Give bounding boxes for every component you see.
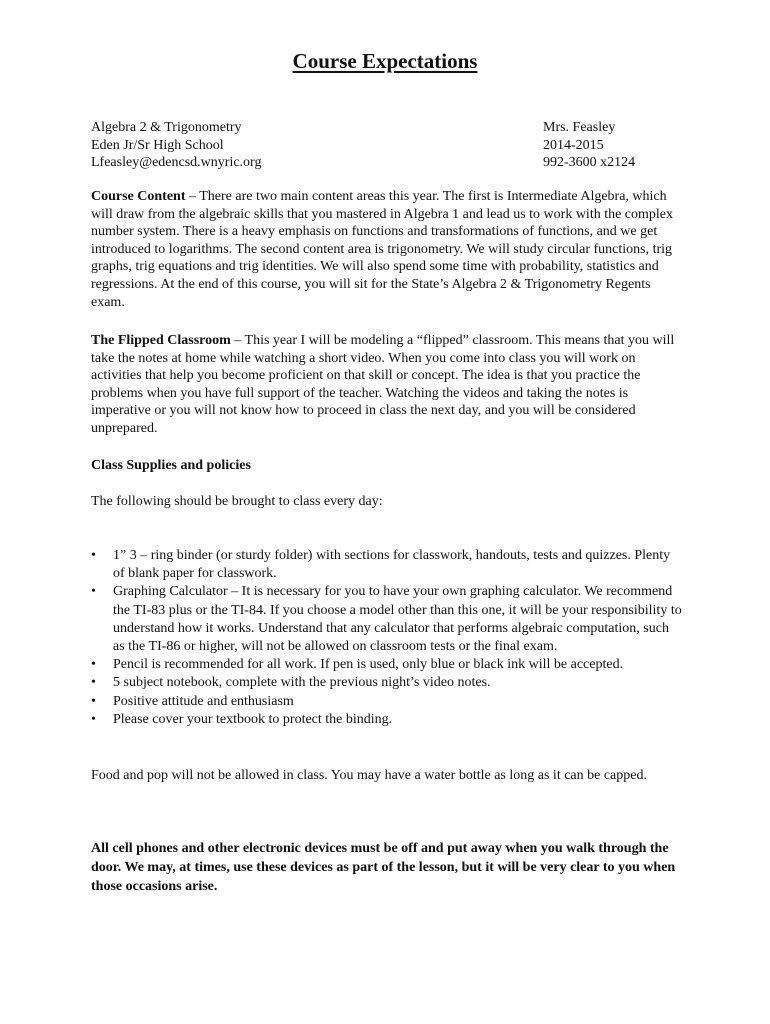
supply-calculator: Graphing Calculator – It is necessary for you to have your own graphing calculator. We recommend the TI-83 plus or the TI-84. If you choose a model other than this one, it will be your responsibility to understand how it works. Understand that any calculator that performs algebraic computation, such as the TI-86 or higher, will not be allowed on classroom tests or the final exam. bbox=[113, 584, 682, 655]
flipped-classroom-paragraph bbox=[91, 332, 683, 438]
course-content-text: – There are two main content areas this year. The first is Intermediate Algebra, which will draw from the algebraic skills that you mastered in Algebra 1 and lead us to work with the complex number system. There is a heavy emphasis on functions and transformations of functions, and we get introduced to logarithms. The second content area is trigonometry. We will study circular functions, trig graphs, trig equations and trig identities. We will also spend some time with probability, statistics and regressions. At the end of this course, you will sit for the State’s Algebra 2 & Trigonometry Regents exam. bbox=[91, 189, 674, 310]
teacher-name: Mrs. Feasley bbox=[543, 120, 616, 135]
school-name: Eden Jr/Sr High School bbox=[91, 137, 224, 153]
list-item bbox=[91, 674, 683, 692]
supply-textbook-cover: Please cover your textbook to protect the binding. bbox=[113, 711, 393, 727]
supplies-list bbox=[91, 547, 683, 729]
bullet-icon: • bbox=[91, 711, 96, 727]
course-info bbox=[91, 119, 511, 172]
list-item bbox=[91, 547, 683, 583]
bullet-icon: • bbox=[91, 657, 96, 673]
teacher-info bbox=[543, 119, 693, 172]
flipped-classroom-text: – This year I will be modeling a “flipped” classroom. This means that you will take the notes at home while watching a short video. When you come into class you will work on activities that help you become proficient on that skill or concept. The idea is that you practice the problems when you have full support of the teacher. Watching the videos and taking the notes is imperative or you will not know how to proceed in class the next day, and you will be considered unprepared. bbox=[91, 333, 675, 436]
food-policy: Food and pop will not be allowed in class. You may have a water bottle as long as it can be capped. bbox=[91, 768, 647, 783]
supply-binder: 1” 3 – ring binder (or sturdy folder) with sections for classwork, handouts, tests and quizzes. Plenty of blank paper for classwork. bbox=[113, 548, 671, 582]
course-content-paragraph bbox=[91, 188, 683, 311]
list-item bbox=[91, 656, 683, 674]
supply-pencil: Pencil is recommended for all work. If pen is used, only blue or black ink will be accepted. bbox=[113, 657, 624, 673]
list-item bbox=[91, 711, 683, 729]
teacher-email: Lfeasley@edencsd.wnyric.org bbox=[91, 155, 262, 170]
bullet-icon: • bbox=[91, 548, 96, 563]
school-year: 2014-2015 bbox=[543, 137, 604, 153]
supply-notebook: 5 subject notebook, complete with the previous night’s video notes. bbox=[113, 675, 491, 691]
bullet-icon: • bbox=[91, 584, 96, 600]
course-content-heading: Course Content bbox=[91, 189, 186, 204]
phone-policy: All cell phones and other electronic devices must be off and put away when you walk through the door. We may, at times, use these devices as part of the lesson, but it will be very clear to you when those occasions arise. bbox=[91, 841, 676, 894]
supply-attitude: Positive attitude and enthusiasm bbox=[113, 693, 294, 709]
bullet-icon: • bbox=[91, 675, 96, 691]
flipped-classroom-heading: The Flipped Classroom bbox=[91, 333, 231, 348]
list-item bbox=[91, 693, 683, 711]
supplies-intro: The following should be brought to class every day: bbox=[91, 494, 383, 509]
supplies-heading: Class Supplies and policies bbox=[91, 458, 251, 473]
course-name: Algebra 2 & Trigonometry bbox=[91, 120, 242, 135]
document-title: Course Expectations bbox=[292, 49, 478, 73]
list-item bbox=[91, 583, 683, 656]
teacher-phone: 992-3600 x2124 bbox=[543, 155, 636, 170]
bullet-icon: • bbox=[91, 693, 96, 709]
